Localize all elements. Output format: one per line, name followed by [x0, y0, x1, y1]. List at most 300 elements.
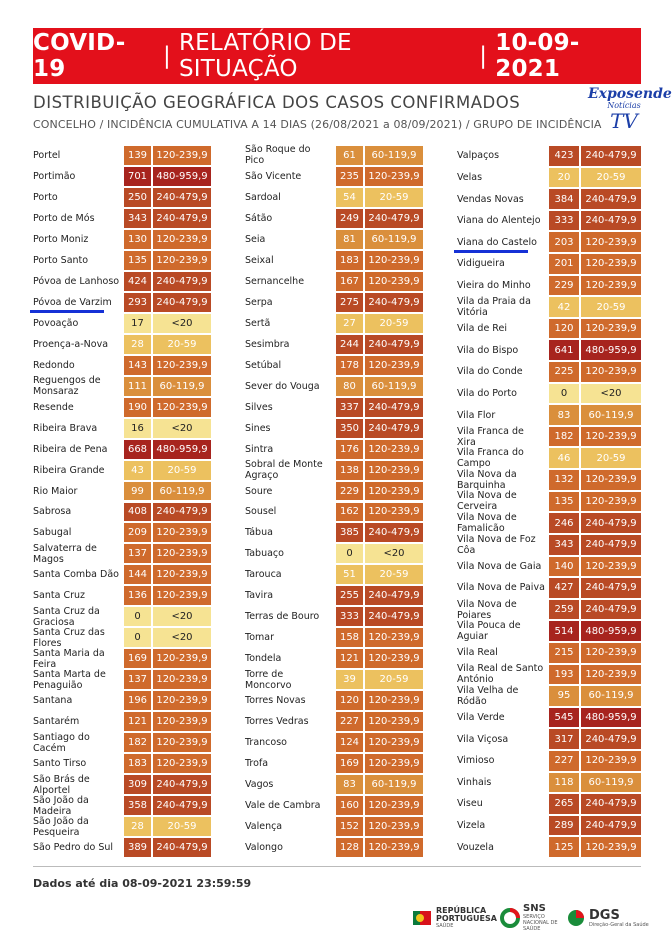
table-row	[457, 405, 641, 425]
table-row	[245, 293, 423, 312]
table-row	[245, 419, 423, 438]
incidence-value: 162	[336, 503, 363, 522]
incidence-group: 240-479,9	[581, 211, 641, 231]
municipality-name: Vila Franca de Xira	[457, 425, 524, 448]
table-row	[245, 544, 423, 563]
municipality-name: Vila Pouca de Aguiar	[457, 620, 521, 643]
table-row	[457, 297, 641, 317]
incidence-group: 120-239,9	[581, 665, 641, 685]
dgs-emblem-icon	[566, 908, 586, 928]
table-row	[457, 729, 641, 749]
municipality-name: Vagos	[245, 779, 274, 791]
table-row	[245, 272, 423, 291]
table-row	[245, 503, 423, 522]
incidence-group: 480-959,9	[581, 621, 641, 641]
sns-circle-icon	[500, 908, 520, 928]
incidence-value: 120	[549, 319, 579, 339]
municipality-name: Vila do Bispo	[457, 344, 519, 356]
table-row	[245, 356, 423, 375]
banner-brand: COVID-19	[33, 30, 126, 82]
incidence-group: 120-239,9	[365, 167, 423, 186]
incidence-group: 240-479,9	[581, 513, 641, 533]
table-row	[245, 461, 423, 480]
incidence-value: 136	[124, 586, 151, 605]
municipality-name: Vila da Praia da Vitória	[457, 296, 531, 319]
municipality-name: Rio Maior	[33, 485, 78, 497]
municipality-name: Vila Real de Santo António	[457, 663, 544, 686]
banner-separator: |	[163, 43, 171, 69]
table-row	[457, 578, 641, 598]
incidence-group: 240-479,9	[365, 398, 423, 417]
incidence-group: 240-479,9	[581, 600, 641, 620]
watermark-line2: Notícias	[607, 101, 641, 110]
incidence-value: 384	[549, 189, 579, 209]
municipality-name: Valongo	[245, 842, 283, 853]
incidence-group: 240-479,9	[365, 586, 423, 605]
table-row	[33, 628, 211, 647]
incidence-value: 423	[549, 146, 579, 166]
incidence-group: 120-239,9	[581, 427, 641, 447]
incidence-group: 240-479,9	[581, 794, 641, 814]
table-row	[245, 377, 423, 396]
watermark-line3: TV	[610, 109, 638, 133]
incidence-value: 132	[549, 470, 579, 490]
municipality-name: Portimão	[33, 170, 76, 182]
municipality-name: Vendas Novas	[457, 193, 524, 205]
incidence-value: 227	[336, 712, 363, 731]
incidence-group: 120-239,9	[365, 649, 423, 668]
municipality-name: Porto	[33, 191, 58, 203]
incidence-group: 240-479,9	[365, 523, 423, 542]
incidence-group: 120-239,9	[365, 356, 423, 375]
table-row	[457, 340, 641, 360]
dgs-sub: Direção-Geral da Saúde	[589, 921, 649, 928]
incidence-group: 120-239,9	[153, 356, 211, 375]
table-row	[457, 448, 641, 468]
data-timestamp: Dados até dia 08-09-2021 23:59:59	[33, 877, 252, 890]
table-row	[457, 513, 641, 533]
table-row	[33, 565, 211, 584]
report-banner	[33, 28, 641, 84]
incidence-group: 120-239,9	[365, 817, 423, 836]
municipality-name: Trofa	[245, 758, 269, 770]
table-row	[245, 398, 423, 417]
table-row	[245, 628, 423, 647]
municipality-name: Vale de Cambra	[245, 800, 321, 812]
incidence-group: 120-239,9	[365, 251, 423, 270]
incidence-value: 225	[549, 362, 579, 382]
municipality-name: Resende	[33, 401, 74, 413]
municipality-name: Póvoa de Varzim	[33, 297, 124, 308]
municipality-name: Sátão	[245, 212, 273, 224]
incidence-group: 120-239,9	[581, 254, 641, 274]
incidence-group: 120-239,9	[581, 837, 641, 857]
municipality-name: Portel	[33, 149, 61, 161]
table-row	[33, 503, 211, 522]
banner-separator: |	[479, 43, 488, 69]
table-row	[245, 754, 423, 773]
municipality-name: Vila Nova de Gaia	[457, 560, 542, 572]
table-row	[245, 712, 423, 731]
incidence-value: 182	[124, 733, 151, 752]
municipality-name: Santa Comba Dão	[33, 569, 119, 581]
municipality-name: Tavira	[245, 590, 274, 602]
incidence-value: 54	[336, 188, 363, 207]
incidence-value: 350	[336, 419, 363, 438]
table-row	[33, 146, 211, 165]
incidence-group: 20-59	[581, 448, 641, 468]
table-row	[457, 773, 641, 793]
incidence-group: 120-239,9	[153, 733, 211, 752]
incidence-value: 701	[124, 167, 151, 186]
municipality-name: São João da Madeira	[33, 794, 89, 817]
incidence-group: 120-239,9	[153, 230, 211, 249]
municipality-name: Soure	[245, 485, 273, 497]
incidence-value: 0	[124, 628, 151, 647]
municipality-name: Vila Franca do Campo	[457, 447, 524, 470]
incidence-group: 20-59	[581, 168, 641, 188]
incidence-group: 20-59	[153, 335, 211, 354]
table-row	[457, 816, 641, 836]
incidence-value: 424	[124, 272, 151, 291]
incidence-group: 20-59	[365, 670, 423, 689]
table-row	[33, 272, 211, 291]
page-title: DISTRIBUIÇÃO GEOGRÁFICA DOS CASOS CONFIRMADOS	[33, 93, 521, 112]
incidence-group: 60-119,9	[581, 773, 641, 793]
incidence-group: <20	[153, 628, 211, 647]
footer-divider	[33, 866, 641, 867]
republica-sub: SAÚDE	[436, 923, 454, 929]
municipality-name: Ribeira de Pena	[33, 443, 108, 455]
municipality-name: Vila do Porto	[457, 387, 517, 399]
table-row	[245, 649, 423, 668]
table-row	[33, 754, 211, 773]
municipality-name: Vimioso	[457, 755, 495, 767]
incidence-value: 144	[124, 565, 151, 584]
incidence-value: 111	[124, 377, 151, 396]
municipality-name: Santo Tirso	[33, 758, 87, 770]
incidence-value: 121	[124, 712, 151, 731]
incidence-value: 293	[124, 293, 151, 312]
municipality-name: Porto Moniz	[33, 233, 89, 245]
table-row	[457, 686, 641, 706]
table-row	[457, 492, 641, 512]
municipality-name: São Brás de Alportel	[33, 773, 90, 796]
incidence-value: 229	[336, 482, 363, 501]
incidence-value: 169	[336, 754, 363, 773]
incidence-value: 333	[549, 211, 579, 231]
table-row	[457, 751, 641, 771]
incidence-group: <20	[153, 419, 211, 438]
incidence-group: 120-239,9	[153, 586, 211, 605]
table-row	[33, 796, 211, 815]
incidence-value: 259	[549, 600, 579, 620]
incidence-value: 125	[549, 837, 579, 857]
incidence-value: 81	[336, 230, 363, 249]
incidence-group: 240-479,9	[581, 146, 641, 166]
municipality-name: Porto Santo	[33, 254, 89, 266]
municipality-name: Valpaços	[457, 150, 500, 162]
incidence-group: 120-239,9	[153, 146, 211, 165]
table-row	[457, 189, 641, 209]
municipality-name: Sertã	[245, 317, 271, 329]
municipality-name: Vila Viçosa	[457, 733, 509, 745]
incidence-group: 120-239,9	[153, 649, 211, 668]
incidence-value: 17	[124, 314, 151, 333]
municipality-name: Vila Verde	[457, 712, 505, 724]
municipality-name: Reguengos de Monsaraz	[33, 375, 101, 398]
table-row	[33, 817, 211, 836]
table-row	[33, 167, 211, 186]
table-row	[245, 230, 423, 249]
table-row	[245, 796, 423, 815]
incidence-value: 0	[124, 607, 151, 626]
municipality-name: Viseu	[457, 798, 483, 810]
municipality-name: Santa Maria da Feira	[33, 647, 105, 670]
municipality-name: Redondo	[33, 359, 75, 371]
table-row	[33, 670, 211, 689]
municipality-name: Ribeira Grande	[33, 464, 105, 476]
municipality-name: Vila Real	[457, 647, 498, 659]
incidence-group: 120-239,9	[581, 492, 641, 512]
incidence-value: 427	[549, 578, 579, 598]
incidence-group: 120-239,9	[365, 712, 423, 731]
incidence-group: 120-239,9	[365, 272, 423, 291]
municipality-name: Tomar	[245, 632, 274, 644]
table-row	[245, 817, 423, 836]
incidence-value: 201	[549, 254, 579, 274]
municipality-name: Seia	[245, 233, 266, 245]
municipality-name: Vila Nova de Poiares	[457, 598, 517, 621]
incidence-group: 240-479,9	[365, 419, 423, 438]
incidence-value: 183	[336, 251, 363, 270]
table-row	[457, 232, 641, 252]
municipality-name: Sintra	[245, 443, 274, 455]
incidence-group: 240-479,9	[365, 607, 423, 626]
incidence-value: 249	[336, 209, 363, 228]
incidence-group: 120-239,9	[581, 232, 641, 252]
table-row	[457, 362, 641, 382]
incidence-value: 0	[336, 544, 363, 563]
incidence-value: 167	[336, 272, 363, 291]
municipality-name: Proença-a-Nova	[33, 338, 109, 350]
table-row	[33, 335, 211, 354]
republica-portuguesa-logo	[413, 903, 497, 933]
incidence-group: <20	[153, 314, 211, 333]
table-row	[33, 293, 211, 312]
municipality-name: Santa Cruz	[33, 590, 85, 602]
municipality-name: Porto de Mós	[33, 212, 95, 224]
incidence-group: 240-479,9	[365, 293, 423, 312]
table-row	[457, 665, 641, 685]
table-row	[33, 209, 211, 228]
municipality-name: Vila Nova de Famalicão	[457, 512, 517, 535]
table-column-1	[33, 146, 211, 859]
incidence-value: 182	[549, 427, 579, 447]
incidence-value: 193	[549, 665, 579, 685]
table-row	[457, 535, 641, 555]
table-row	[245, 146, 423, 165]
incidence-group: 240-479,9	[153, 503, 211, 522]
incidence-value: 176	[336, 440, 363, 459]
incidence-value: 120	[336, 691, 363, 710]
incidence-value: 20	[549, 168, 579, 188]
incidence-group: 120-239,9	[365, 754, 423, 773]
incidence-value: 135	[549, 492, 579, 512]
municipality-name: Vinhais	[457, 776, 492, 788]
incidence-value: 333	[336, 607, 363, 626]
municipality-name: Terras de Bouro	[245, 611, 320, 623]
municipality-name: Valença	[245, 821, 283, 833]
incidence-value: 43	[124, 461, 151, 480]
incidence-group: 60-119,9	[153, 482, 211, 501]
table-row	[245, 188, 423, 207]
table-row	[245, 523, 423, 542]
municipality-name: Santa Marta de Penaguião	[33, 668, 106, 691]
incidence-value: 385	[336, 523, 363, 542]
municipality-name: Silves	[245, 401, 273, 413]
incidence-value: 128	[336, 838, 363, 857]
incidence-value: 118	[549, 773, 579, 793]
table-row	[457, 384, 641, 404]
table-row	[457, 794, 641, 814]
municipality-name: Viana do Alentejo	[457, 215, 541, 227]
incidence-value: 27	[336, 314, 363, 333]
incidence-value: 95	[549, 686, 579, 706]
municipality-name: Velas	[457, 171, 483, 183]
municipality-name: São Pedro do Sul	[33, 842, 114, 853]
table-row	[33, 188, 211, 207]
table-row	[245, 482, 423, 501]
municipality-name: Torre de Moncorvo	[245, 668, 292, 691]
municipality-name: Sesimbra	[245, 338, 290, 350]
table-row	[245, 314, 423, 333]
table-column-2	[245, 146, 423, 859]
incidence-group: 480-959,9	[153, 167, 211, 186]
incidence-value: 61	[336, 146, 363, 165]
incidence-group: 240-479,9	[153, 188, 211, 207]
incidence-value: 215	[549, 643, 579, 663]
table-row	[33, 398, 211, 417]
incidence-group: 240-479,9	[153, 293, 211, 312]
watermark-line1: Exposende	[588, 86, 672, 102]
table-row	[457, 276, 641, 296]
table-row	[457, 427, 641, 447]
municipality-name: Sever do Vouga	[245, 380, 320, 392]
municipality-name: Santana	[33, 695, 73, 707]
incidence-group: 120-239,9	[365, 503, 423, 522]
municipality-name: Tabuaço	[245, 548, 284, 560]
incidence-group: 120-239,9	[581, 470, 641, 490]
incidence-group: <20	[153, 607, 211, 626]
incidence-group: 120-239,9	[153, 712, 211, 731]
table-row	[33, 419, 211, 438]
incidence-value: 28	[124, 335, 151, 354]
municipality-name: Santiago do Cacém	[33, 731, 90, 754]
incidence-group: 240-479,9	[581, 189, 641, 209]
incidence-value: 235	[336, 167, 363, 186]
incidence-group: 240-479,9	[581, 535, 641, 555]
incidence-value: 99	[124, 482, 151, 501]
incidence-value: 160	[336, 796, 363, 815]
incidence-value: 140	[549, 557, 579, 577]
municipality-name: Seixal	[245, 254, 274, 266]
incidence-group: 240-479,9	[365, 209, 423, 228]
municipality-name: Torres Vedras	[245, 716, 309, 728]
table-row	[33, 607, 211, 626]
table-row	[457, 557, 641, 577]
table-row	[33, 712, 211, 731]
table-row	[457, 168, 641, 188]
incidence-value: 83	[549, 405, 579, 425]
incidence-value: 408	[124, 503, 151, 522]
municipality-name: Vila Nova de Paiva	[457, 582, 545, 594]
incidence-value: 668	[124, 440, 151, 459]
banner-date: 10-09-2021	[495, 30, 580, 82]
incidence-value: 250	[124, 188, 151, 207]
table-row	[245, 838, 423, 857]
incidence-value: 130	[124, 230, 151, 249]
incidence-value: 0	[549, 384, 579, 404]
table-row	[33, 440, 211, 459]
incidence-group: 120-239,9	[153, 670, 211, 689]
municipality-name: Santarém	[33, 716, 80, 728]
table-row	[33, 649, 211, 668]
dgs-logo	[566, 903, 649, 933]
incidence-value: 343	[549, 535, 579, 555]
incidence-value: 244	[336, 335, 363, 354]
municipality-name: Santa Cruz das Flores	[33, 626, 105, 649]
incidence-table	[33, 146, 641, 859]
incidence-group: 60-119,9	[581, 686, 641, 706]
municipality-name: Vila Flor	[457, 409, 496, 421]
municipality-name: São João da Pesqueira	[33, 815, 89, 838]
table-row	[33, 586, 211, 605]
incidence-group: 240-479,9	[153, 272, 211, 291]
municipality-name: Sousel	[245, 506, 277, 518]
incidence-group: 20-59	[581, 297, 641, 317]
incidence-value: 80	[336, 377, 363, 396]
incidence-group: 240-479,9	[153, 209, 211, 228]
municipality-name: Setúbal	[245, 359, 282, 371]
municipality-name: Sabugal	[33, 527, 72, 539]
incidence-group: <20	[581, 384, 641, 404]
municipality-name: São Vicente	[245, 170, 302, 182]
table-row	[245, 733, 423, 752]
incidence-group: 120-239,9	[365, 482, 423, 501]
municipality-name: Vila Nova de Cerveira	[457, 490, 517, 513]
incidence-group: 480-959,9	[153, 440, 211, 459]
municipality-name: Vizela	[457, 820, 486, 832]
incidence-group: 20-59	[365, 188, 423, 207]
incidence-value: 28	[124, 817, 151, 836]
incidence-group: 120-239,9	[153, 754, 211, 773]
page-subtitle: CONCELHO / INCIDÊNCIA CUMULATIVA A 14 DIAS (26/08/2021 a 08/09/2021) / GRUPO DE INCIDÊNCIA	[33, 118, 602, 131]
table-row	[33, 544, 211, 563]
table-row	[245, 775, 423, 794]
incidence-group: 60-119,9	[153, 377, 211, 396]
municipality-name: Vidigueira	[457, 258, 505, 270]
incidence-group: 120-239,9	[581, 362, 641, 382]
incidence-group: 60-119,9	[365, 377, 423, 396]
municipality-name: Povoação	[33, 317, 79, 329]
municipality-name: Tarouca	[245, 569, 282, 581]
incidence-group: 20-59	[365, 314, 423, 333]
incidence-group: 240-479,9	[153, 796, 211, 815]
table-row	[457, 146, 641, 166]
dgs-label: DGS	[589, 907, 620, 923]
table-row	[33, 230, 211, 249]
